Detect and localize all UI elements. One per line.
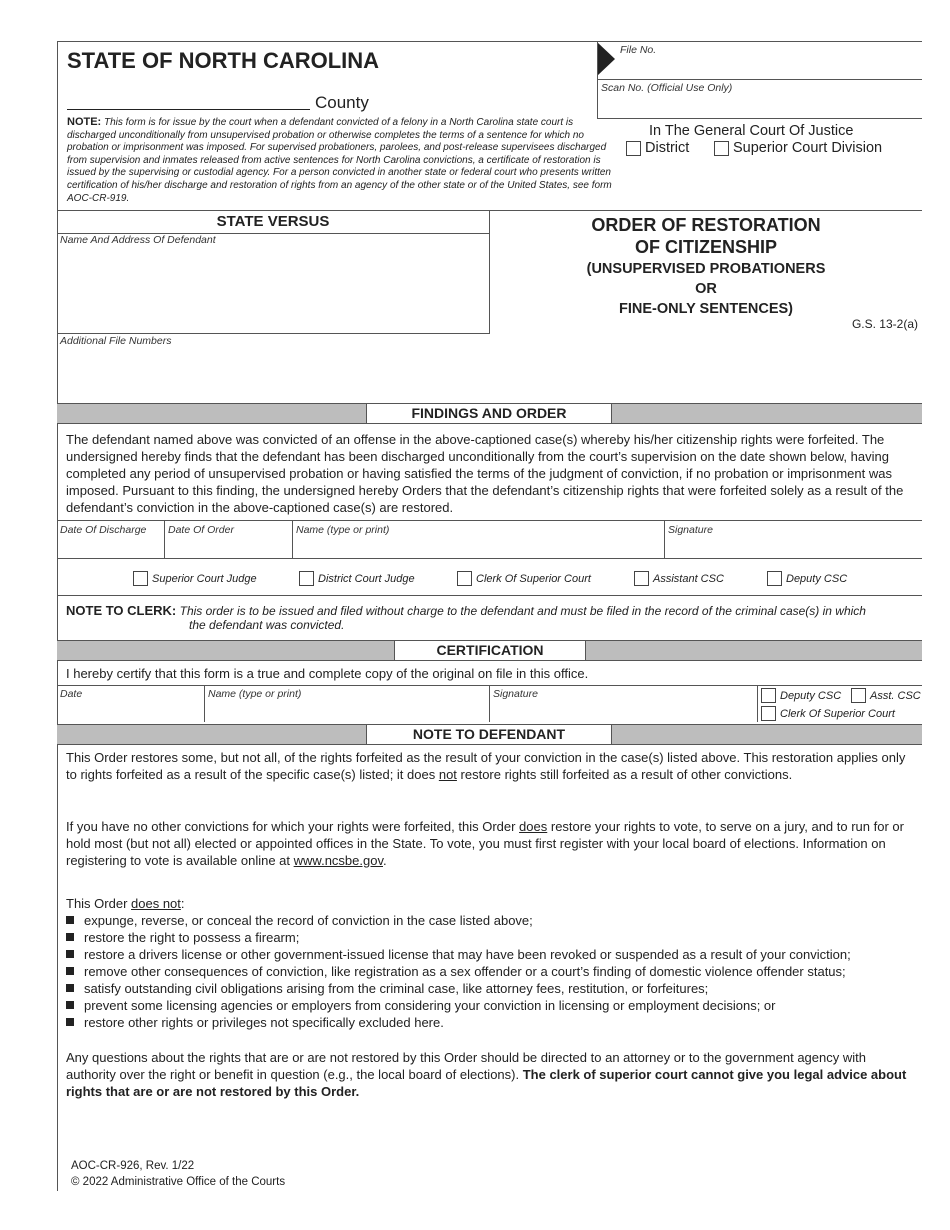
cert-name-label: Name (type or print) xyxy=(208,688,302,700)
role-clerk-superior-label: Clerk Of Superior Court xyxy=(476,572,591,585)
file-no-field[interactable] xyxy=(620,56,920,78)
scan-no-label: Scan No. (Official Use Only) xyxy=(601,82,733,94)
order-sub-line-2: OR xyxy=(695,281,717,297)
cert-divider-2 xyxy=(489,685,490,722)
note-clerk-text-1: This order is to be issued and filed without charge to the defendant and must be filed in the record of the criminal case(s) in which xyxy=(179,604,866,618)
bullet-icon xyxy=(66,1001,74,1009)
note-label: NOTE: xyxy=(67,116,102,128)
findings-title: FINDINGS AND ORDER xyxy=(366,403,612,424)
judge-name-label: Name (type or print) xyxy=(296,524,390,536)
date-order-label: Date Of Order xyxy=(168,524,234,536)
cert-asst-csc-checkbox[interactable] xyxy=(851,688,866,703)
cert-asst-csc[interactable] xyxy=(851,688,921,703)
role-superior-judge-label: Superior Court Judge xyxy=(152,572,257,585)
caption-bottom-line xyxy=(57,333,490,334)
note-clerk-top xyxy=(57,595,922,596)
judge-signature-label: Signature xyxy=(668,524,713,536)
order-sub-line-1: (UNSUPERVISED PROBATIONERS xyxy=(586,261,826,277)
order-title-line-1: ORDER OF RESTORATION xyxy=(591,215,821,235)
additional-files-field[interactable] xyxy=(60,350,920,400)
list-item: restore the right to possess a firearm; xyxy=(66,929,299,946)
bullet-icon xyxy=(66,933,74,941)
role-assistant-csc[interactable] xyxy=(634,571,724,586)
cert-divider-3 xyxy=(757,685,758,722)
file-no-top-line xyxy=(597,41,922,42)
bullet-icon xyxy=(66,950,74,958)
scan-line xyxy=(597,79,922,80)
findings-sig-bottom xyxy=(57,558,922,559)
top-border xyxy=(57,41,597,42)
sig-divider-2 xyxy=(292,520,293,558)
note-text: This form is for issue by the court when a defendant convicted of a felony in a North Carolina state court is discharged unconditionally from unsupervised probation or otherwise completes the terms of a sentence for which no probation or imprisonment was imposed. For supervised probationers, parolees, and post-release supervisees discharged from supervision and inmates released from active sentences for North Carolina convictions, a certificate of restoration is issued by the supervising or custodial agency. For a person convicted in another state or federal court who presents written certification of his/her discharge and restoration of rights from an agency of the other state or of the United States, see form AOC-CR-919. xyxy=(67,117,612,204)
judge-signature-field[interactable] xyxy=(666,537,920,557)
role-superior-judge-checkbox[interactable] xyxy=(133,571,148,586)
certification-text: I hereby certify that this form is a true and complete copy of the original on file in this office. xyxy=(66,666,589,681)
note-clerk-label: NOTE TO CLERK: xyxy=(66,603,177,618)
name-address-label: Name And Address Of Defendant xyxy=(60,234,216,246)
cert-date-field[interactable] xyxy=(58,701,202,721)
scan-bottom-line xyxy=(597,118,922,119)
order-sub-line-3: FINE-ONLY SENTENCES) xyxy=(618,301,794,317)
date-discharge-field[interactable] xyxy=(58,537,162,557)
role-deputy-csc-label: Deputy CSC xyxy=(786,572,848,585)
bullet-icon xyxy=(66,916,74,924)
note-defendant-p4: Any questions about the rights that are or are not restored by this Order should be directed to an attorney or to the government agency with authority over the right or benefit in question (e.g., the local board of elections). The clerk of superior court cannot give you legal advice about rights that are or are not restored by this Order. xyxy=(66,1050,907,1099)
state-title: STATE OF NORTH CAROLINA xyxy=(67,48,380,73)
superior-checkbox[interactable] xyxy=(714,141,729,156)
role-assistant-csc-label: Assistant CSC xyxy=(653,572,724,585)
cert-clerk-superior-label: Clerk Of Superior Court xyxy=(780,707,895,720)
findings-bar xyxy=(57,403,922,424)
bullet-icon xyxy=(66,967,74,975)
form-id: AOC-CR-926, Rev. 1/22 xyxy=(71,1160,195,1172)
cert-asst-csc-label: Asst. CSC xyxy=(870,689,921,702)
certification-title: CERTIFICATION xyxy=(394,640,586,661)
ncsbe-link[interactable]: www.ncsbe.gov xyxy=(293,853,383,868)
state-versus: STATE VERSUS xyxy=(216,213,330,230)
superior-option[interactable] xyxy=(714,140,882,156)
role-district-judge-checkbox[interactable] xyxy=(299,571,314,586)
superior-label: Superior Court Division xyxy=(733,140,883,156)
list-item: restore a drivers license or other government-issued license that may have been revoked or suspended as a result of your conviction; xyxy=(66,946,851,963)
cert-deputy-csc[interactable] xyxy=(761,688,841,703)
note-clerk-text-2: the defendant was convicted. xyxy=(189,618,345,632)
order-title-line-2: OF CITIZENSHIP xyxy=(634,237,777,257)
list-item: satisfy outstanding civil obligations arising from the criminal case, like attorney fees, restitution, or forfeitures; xyxy=(66,980,708,997)
note-defendant-p3: This Order does not: xyxy=(66,896,185,911)
statute-ref: G.S. 13-2(a) xyxy=(851,317,918,331)
bullet-icon xyxy=(66,1018,74,1026)
role-clerk-superior[interactable] xyxy=(457,571,591,586)
file-no-arrow-icon xyxy=(597,42,615,76)
court-title: In The General Court Of Justice xyxy=(649,123,854,139)
findings-text: The defendant named above was convicted of an offense in the above-captioned case(s) whereby his/her citizenship rights were forfeited. The undersigned hereby finds that the defendant has been discharged unconditionally from the court’s supervision on the date shown below, having completed any period of unsupervised probation or having satisfied the terms of the judgment of conviction, if no probation or imprisonment was imposed. Pursuant to this finding, the undersigned hereby Orders that the defendant’s citizenship rights that were forfeited solely as a result of the defendant’s conviction in the above-captioned case(s) are restored. xyxy=(66,432,904,515)
date-discharge-label: Date Of Discharge xyxy=(60,524,147,536)
bullet-icon xyxy=(66,984,74,992)
list-item: expunge, reverse, or conceal the record of conviction in the case listed above; xyxy=(66,912,533,929)
sig-divider-3 xyxy=(664,520,665,558)
district-checkbox[interactable] xyxy=(626,141,641,156)
role-district-judge[interactable] xyxy=(299,571,415,586)
note-defendant-bar xyxy=(57,724,922,745)
role-assistant-csc-checkbox[interactable] xyxy=(634,571,649,586)
additional-files-label: Additional File Numbers xyxy=(60,335,172,347)
role-deputy-csc[interactable] xyxy=(767,571,847,586)
cert-deputy-csc-checkbox[interactable] xyxy=(761,688,776,703)
note-to-clerk xyxy=(66,603,866,618)
district-option[interactable] xyxy=(626,140,689,156)
list-item: prevent some licensing agencies or employers from considering your conviction in licensing or employment decisions; or xyxy=(66,997,776,1014)
order-title xyxy=(490,214,922,319)
cert-name-field[interactable] xyxy=(206,701,487,721)
note-defendant-p2: If you have no other convictions for which your rights were forfeited, this Order does restore your rights to vote, to serve on a jury, and to run for or hold most (but not all) elected or appointed offices in the State. To vote, you must first register with your local board of elections. Information on registering to vote is available online at www.ncsbe.gov. xyxy=(66,819,904,868)
cert-signature-field[interactable] xyxy=(491,701,755,721)
role-clerk-superior-checkbox[interactable] xyxy=(457,571,472,586)
judge-name-field[interactable] xyxy=(294,537,662,557)
file-no-label: File No. xyxy=(620,44,657,56)
cert-clerk-superior-checkbox[interactable] xyxy=(761,706,776,721)
findings-sig-top xyxy=(57,520,922,521)
note-defendant-title: NOTE TO DEFENDANT xyxy=(366,724,612,745)
certification-bar xyxy=(57,640,922,661)
cert-signature-label: Signature xyxy=(493,688,538,700)
header-note xyxy=(67,116,612,205)
list-item: remove other consequences of conviction, like registration as a sex offender or a court’s finding of domestic violence offender status; xyxy=(66,963,846,980)
role-superior-judge[interactable] xyxy=(133,571,257,586)
role-district-judge-label: District Court Judge xyxy=(318,572,415,585)
name-address-field[interactable] xyxy=(60,248,485,330)
district-label: District xyxy=(645,140,690,156)
cert-divider-1 xyxy=(204,685,205,722)
cert-clerk-superior[interactable] xyxy=(761,706,895,721)
list-item: restore other rights or privileges not specifically excluded here. xyxy=(66,1014,444,1031)
cert-deputy-csc-label: Deputy CSC xyxy=(780,689,842,702)
cert-date-label: Date xyxy=(60,688,83,700)
county-label: County xyxy=(315,93,369,112)
copyright: © 2022 Administrative Office of the Courts xyxy=(71,1176,286,1188)
note-defendant-p1: This Order restores some, but not all, of the rights forfeited as the result of your conviction in the case(s) listed above. This restoration applies only to rights forfeited as a result of the specific case(s) listed; it does not restore rights still forfeited as a result of other convictions. xyxy=(66,750,906,782)
role-deputy-csc-checkbox[interactable] xyxy=(767,571,782,586)
sig-divider-1 xyxy=(164,520,165,558)
date-order-field[interactable] xyxy=(166,537,290,557)
county-line[interactable] xyxy=(67,109,310,110)
